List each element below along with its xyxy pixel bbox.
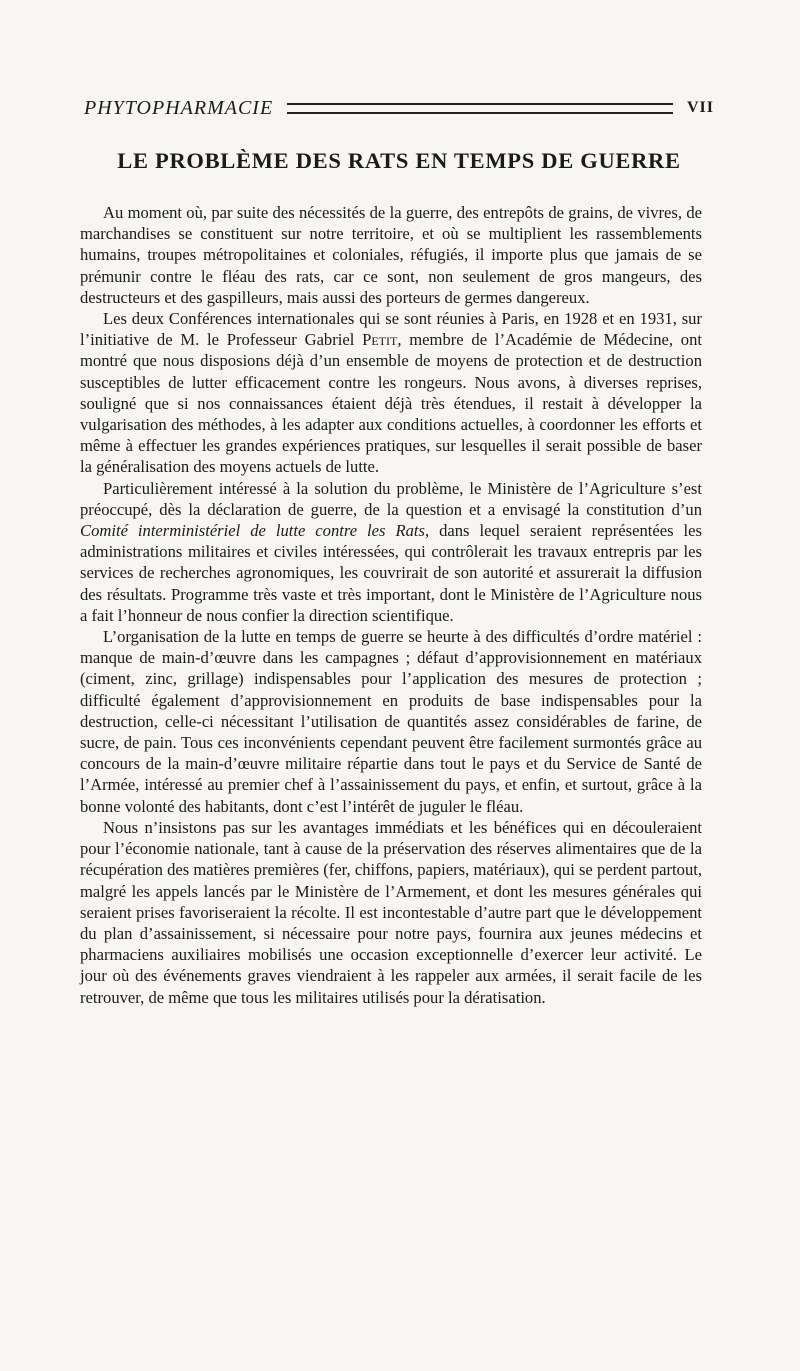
article-title: LE PROBLÈME DES RATS EN TEMPS DE GUERRE xyxy=(117,148,681,173)
article-body xyxy=(80,202,702,1008)
committee-name: Comité interministériel de lutte contre les Rats xyxy=(80,521,425,541)
paragraph-3 xyxy=(80,478,702,626)
author-name: Petit xyxy=(362,330,398,350)
paragraph-5: Nous n’insistons pas sur les avantages immédiats et les bénéfices qui en découleraient pour l’économie nationale, tant à cause de la préservation des réserves alimentaires que de la récupération des matières premières (fer, chiffons, papiers, matériaux), qui se perdent partout, malgré les appels lancés par le Ministère de l’Armement, et dont les mesures générales qui seraient prises favoriseraient la récolte. Il est incontestable d’autre part que le développement du plan d’assainissement, si nécessaire pour notre pays, fournira aux jeunes médecins et pharmaciens auxiliaires mobilisés une occasion exceptionnelle d’exercer leur activité. Le jour où des événements graves viendraient à les rappeler aux armées, il serait facile de les retrouver, de même que tous les militaires utilisés pour la dératisation. xyxy=(80,817,702,1007)
journal-title: PHYTOPHARMACIE xyxy=(84,96,274,119)
paragraph-1: Au moment où, par suite des nécessités de la guerre, des entrepôts de grains, de vivres, de marchandises se constituent sur notre territoire, et où se multiplient les rassemblements humains, troupes métropolitaines et coloniales, réfugiés, il importe plus que jamais de se prémunir contre le fléau des rats, car ce sont, non seulement de gros mangeurs, des destructeurs et des gaspilleurs, mais aussi des porteurs de germes dangereux. xyxy=(80,203,702,307)
paragraph-2-part-2: , membre de l’Académie de Médecine, ont montré que nous disposions déjà d’un ensemble de moyens de protection et de destruction susceptibles de lutter efficacement contre les rongeurs. Nous avons, à diverses reprises, souligné que si nos connaissances étaient déjà très étendues, il restait à développer la vulgarisation des méthodes, à les adapter aux conditions actuelles, à coordonner les efforts et même à effectuer les grandes expériences pratiques, sur lesquelles il serait possible de baser la généralisation des moyens actuels de lutte. xyxy=(80,330,702,477)
running-head xyxy=(84,93,714,123)
paragraph-4: L’organisation de la lutte en temps de guerre se heurte à des difficultés d’ordre matériel : manque de main-d’œuvre dans les campagnes ; défaut d’approvisionnement en matériaux (ciment, zinc, grillage) indispensables pour l’application des mesures de protection ; difficulté également d’approvisionnement en produits de base indispensables pour la destruction, celle-ci nécessitant l’utilisation de quantités assez considérables de farine, de sucre, de pain. Tous ces inconvénients cependant peuvent être facilement surmontés grâce au concours de la main-d’œuvre militaire répartie dans tout le pays et du Service de Santé de l’Armée, intéressé au premier chef à l’assainissement du pays, et enfin, et surtout, grâce à la bonne volonté des habitants, dont c’est l’intérêt de juguler le fléau. xyxy=(80,627,702,816)
page-number: VII xyxy=(686,99,714,116)
paragraph-2 xyxy=(80,308,702,478)
paragraph-2-part-1: Les deux Conférences internationales qui se sont réunies à Paris, en 1928 et en 1931, sur l’initiative de M. le Professeur Gabriel xyxy=(80,309,702,350)
paragraph-3-part-2: , dans lequel seraient représentées les administrations militaires et civiles intéressées, qui contrôlerait les travaux entrepris par les services de recherches agronomiques, les couvrirait de son autorité et assurerait la diffusion des résultats. Programme très vaste et très important, dont le Ministère de l’Agriculture nous a fait l’honneur de nous confier la direction scientifique. xyxy=(80,521,702,625)
paragraph-3-part-1: Particulièrement intéressé à la solution du problème, le Ministère de l’Agriculture s’est préoccupé, dès la déclaration de guerre, de la question et a envisagé la constitution d’un xyxy=(80,478,702,519)
header-rule xyxy=(287,103,673,114)
